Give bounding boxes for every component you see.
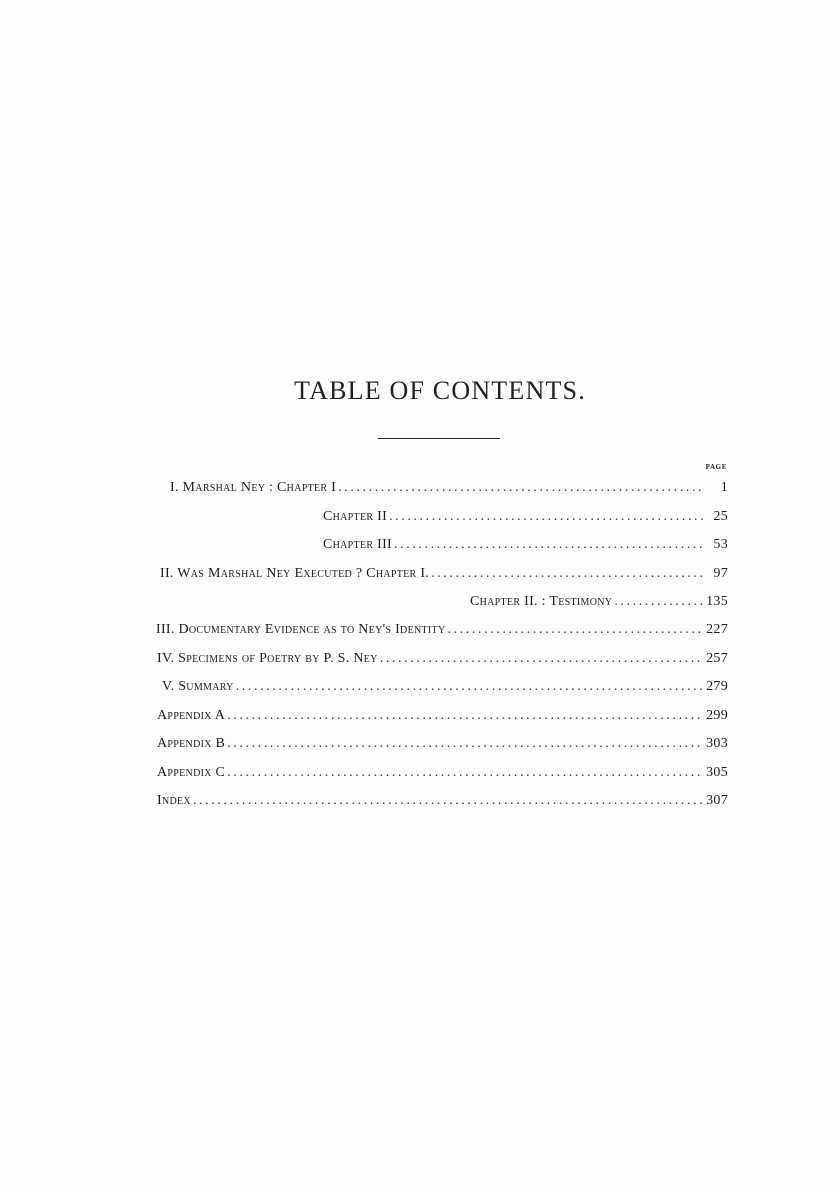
toc-entry-page: 25 xyxy=(713,509,728,524)
title-rule xyxy=(378,438,500,439)
dot-leader xyxy=(193,791,703,811)
dot-leader xyxy=(394,535,703,555)
toc-entry-label: Chapter II. : Testimony xyxy=(470,594,613,609)
toc-entry xyxy=(170,478,728,498)
toc-entry-label: I. Marshal Ney : Chapter I xyxy=(170,480,337,495)
toc-entry-page: 305 xyxy=(706,765,728,780)
toc-entry-page: 1 xyxy=(720,480,728,495)
toc-entry-label: Appendix C xyxy=(157,765,226,780)
dot-leader xyxy=(380,649,703,669)
dot-leader xyxy=(227,763,703,783)
toc-entry-page: 53 xyxy=(713,537,728,552)
toc-entry-label: Appendix B xyxy=(157,736,226,751)
toc-entry-label: Chapter III xyxy=(323,537,393,552)
toc-entry xyxy=(157,734,728,754)
dot-leader xyxy=(614,592,703,612)
toc-entry-page: 279 xyxy=(706,679,728,694)
toc-entry xyxy=(157,649,728,669)
page-title: TABLE OF CONTENTS. xyxy=(294,376,586,405)
toc-entry xyxy=(156,620,728,640)
toc-entry xyxy=(323,535,728,555)
toc-entry xyxy=(323,507,728,527)
toc-entry-page: 303 xyxy=(706,736,728,751)
toc-entry xyxy=(157,791,728,811)
toc-entry-page: 135 xyxy=(706,594,728,609)
toc-entry-label: Index xyxy=(157,793,191,808)
dot-leader xyxy=(338,478,703,498)
toc-entry-page: 307 xyxy=(706,793,728,808)
toc-entry-label: III. Documentary Evidence as to Ney's Identity xyxy=(156,622,446,637)
dot-leader xyxy=(227,706,703,726)
toc-entry-label: Chapter II xyxy=(323,509,388,524)
toc-entry-label: II. Was Marshal Ney Executed ? Chapter I. xyxy=(160,566,430,581)
toc-entry-page: 299 xyxy=(706,708,728,723)
toc-entry-page: 97 xyxy=(713,566,728,581)
dot-leader xyxy=(227,734,703,754)
toc-entry xyxy=(162,677,728,697)
dot-leader xyxy=(389,507,703,527)
toc-entry xyxy=(470,592,728,612)
page-column-label: PAGE xyxy=(705,463,727,471)
dot-leader xyxy=(236,677,703,697)
dot-leader xyxy=(447,620,703,640)
toc-entry-label: V. Summary xyxy=(162,679,234,694)
toc-entry-label: Appendix A xyxy=(157,708,226,723)
toc-entry xyxy=(157,763,728,783)
toc-entry-page: 257 xyxy=(706,651,728,666)
toc-entry-page: 227 xyxy=(706,622,728,637)
toc-entry xyxy=(157,706,728,726)
toc-entry-label: IV. Specimens of Poetry by P. S. Ney xyxy=(157,651,378,666)
toc-entry xyxy=(160,564,728,584)
dot-leader xyxy=(431,564,703,584)
